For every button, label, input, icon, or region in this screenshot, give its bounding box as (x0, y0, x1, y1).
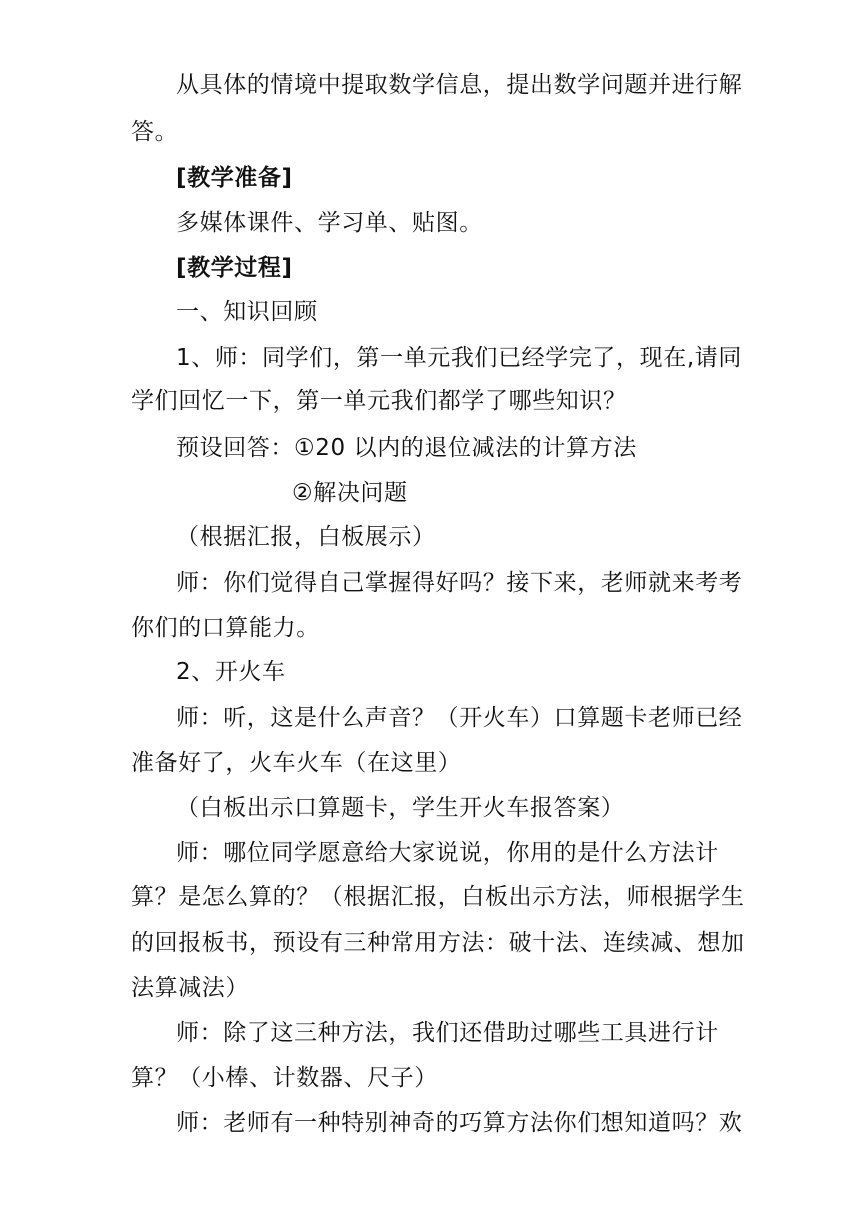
section-heading: [教学准备] (176, 165, 293, 191)
paragraph-line: 答。 (131, 119, 179, 145)
subsection-heading: 一、知识回顾 (176, 299, 318, 325)
paragraph-line: 法算减法） (131, 975, 249, 1001)
paragraph-line: 你们的口算能力。 (131, 615, 320, 641)
section-heading: [教学过程] (176, 255, 293, 281)
paragraph-line: 算？是怎么算的？（根据汇报，白板出示方法，师根据学生 (131, 884, 745, 910)
paragraph-line: 师：老师有一种特别神奇的巧算方法你们想知道吗？欢 (176, 1110, 743, 1136)
paragraph-line: 师：听，这是什么声音？（开火车）口算题卡老师已经 (176, 705, 743, 731)
paragraph-line: 1、师：同学们，第一单元我们已经学完了，现在,请同 (176, 345, 742, 371)
paragraph-line: 多媒体课件、学习单、贴图。 (176, 210, 483, 236)
paragraph-line: 准备好了，火车火车（在这里） (131, 750, 462, 776)
paragraph-line: 的回报板书，预设有三种常用方法：破十法、连续减、想加 (131, 930, 745, 956)
paragraph-line: 算？（小棒、计数器、尺子） (131, 1065, 438, 1091)
paragraph-line: 从具体的情境中提取数学信息，提出数学问题并进行解 (176, 72, 743, 98)
paragraph-line: （白板出示口算题卡，学生开火车报答案） (176, 795, 625, 821)
paragraph-line: 师：你们觉得自己掌握得好吗？接下来，老师就来考考 (176, 570, 743, 596)
paragraph-line: ②解决问题 (292, 480, 408, 506)
subsection-heading: 2、开火车 (176, 659, 286, 685)
paragraph-line: 师：除了这三种方法，我们还借助过哪些工具进行计 (176, 1020, 719, 1046)
paragraph-line: 预设回答：①20 以内的退位减法的计算方法 (176, 435, 637, 461)
paragraph-line: （根据汇报，白板展示） (176, 524, 436, 550)
paragraph-line: 学们回忆一下，第一单元我们都学了哪些知识？ (131, 388, 627, 414)
paragraph-line: 师：哪位同学愿意给大家说说，你用的是什么方法计 (176, 840, 719, 866)
